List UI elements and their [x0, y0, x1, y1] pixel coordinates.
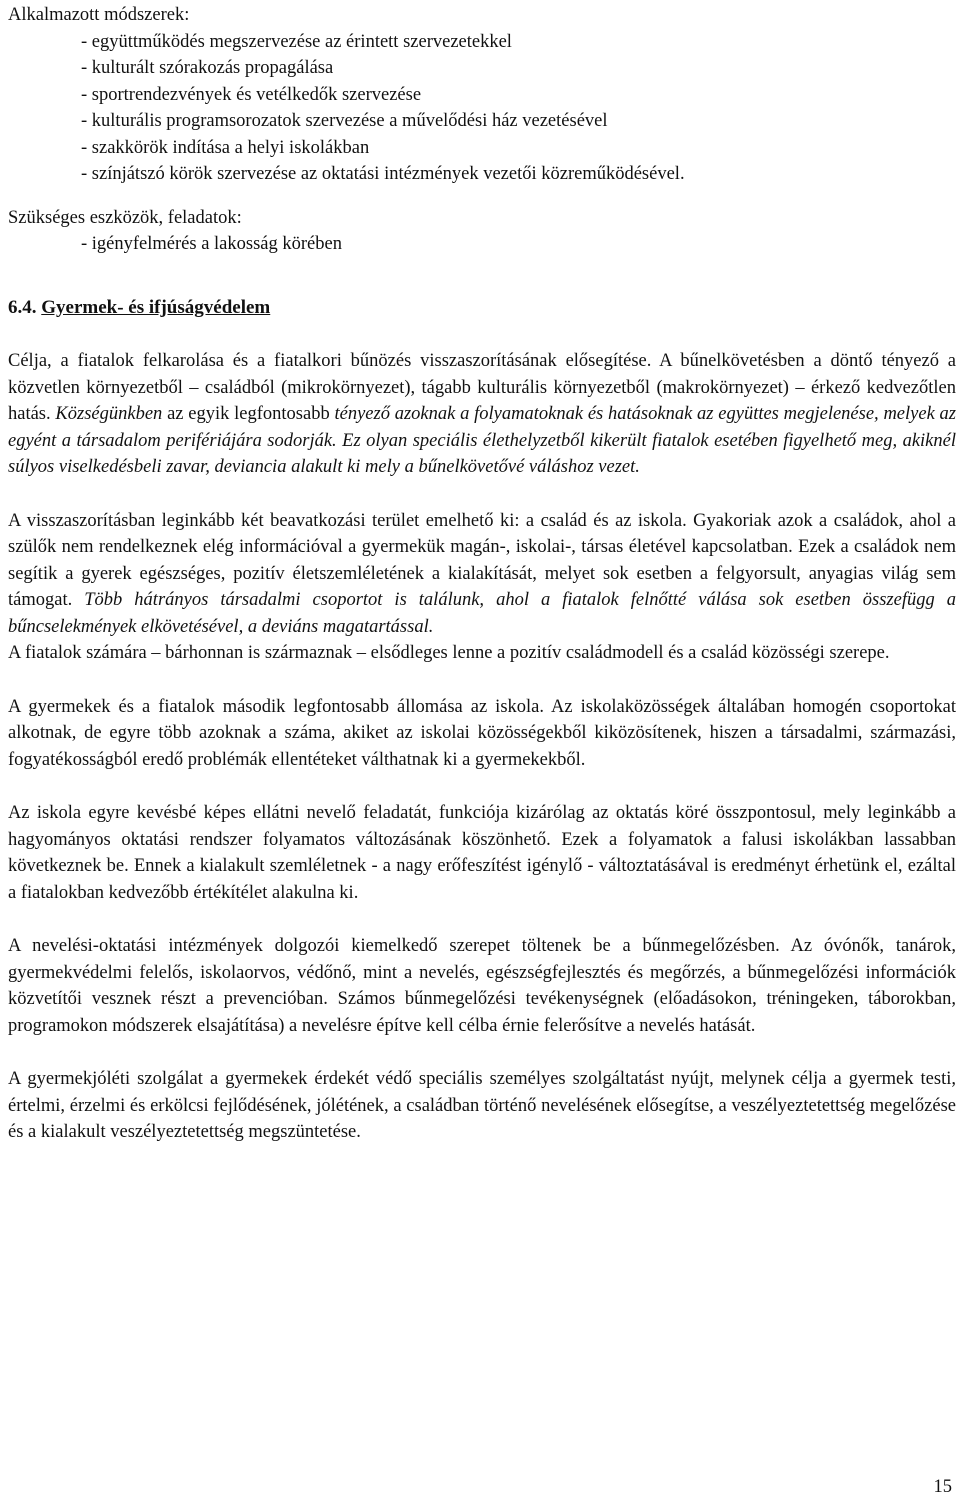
section-title: Gyermek- és ifjúságvédelem	[41, 296, 271, 318]
paragraph-text-italic: Ez olyan speciális élethelyzetből kikerült fiatalok esetében figyelhető meg, akiknél súlyos viselkedésbeli zavar, deviancia alakult ki mely a bűnelkövetővé váláshoz vezet.	[8, 430, 956, 477]
paragraph-text: A visszaszorításban leginkább két beavatkozási terület emelhető ki: a család és az iskola. Gyakoriak azok a családok, ahol a szülők nem rendelkeznek elég információval a gyermekük magán-, iskolai-, társas életével kapcsolatban. Ezek a családok nem segítik a gyerek egészséges, pozitív életszemléletének a kialakítását, melyet sok esetben a felgyorsult, anyagias világ sem támogat.	[8, 510, 956, 610]
paragraph-text-italic: tényező azoknak a folyamatoknak és hatásoknak az együttes megjelenése, melyek az egyént a társadalom perifériájára sodorják.	[8, 404, 957, 451]
list-item: - igényfelmérés a lakosság körében	[81, 234, 342, 254]
methods-list	[8, 29, 956, 188]
paragraph-5: Az iskola egyre kevésbé képes ellátni nevelő feladatát, funkciója kizárólag az oktatás köré összpontosul, mely leginkább a hagyományos oktatási rendszer folyamatos változásának köszönhető. Ezek a folyamatok a falusi iskolákban lassabban következnek be. Ennek a kialakult szemléletnek - a nagy erőfeszítést igénylő - változtatásával is eredményt érhetünk el, ezáltal a fiatalokban kedvezőbb értékítélet alakulna ki.	[8, 803, 956, 903]
section-heading	[8, 295, 956, 322]
document-page	[8, 0, 956, 1146]
paragraph-1	[8, 348, 956, 481]
paragraph-6: A nevelési-oktatási intézmények dolgozói kiemelkedő szerepet töltenek be a bűnmegelőzésben. Az óvónők, tanárok, gyermekvédelmi felelős, iskolaorvos, védőnő, mint a nevelés, egészségfejlesztés és megőrzés, a bűnmegelőzési információk közvetítői vesznek részt a prevencióban. Számos bűnmegelőzési tevékenységnek (előadásokon, tréningeken, táborokban, programokon módszerek elsajátítása) a nevelésre építve kell célba érnie felerősítve a nevelés hatását.	[8, 936, 956, 1036]
tools-list	[8, 231, 956, 258]
tools-heading: Szükséges eszközök, feladatok:	[8, 207, 242, 228]
list-item: - színjátszó körök szervezése az oktatási intézmények vezetői közreműködésével.	[81, 164, 685, 184]
methods-heading: Alkalmazott módszerek:	[8, 5, 190, 25]
paragraph-2	[8, 508, 956, 641]
paragraph-text: az egyik legfontosabb	[162, 404, 335, 424]
paragraph-text-italic: Több hátrányos társadalmi csoportot is találunk, ahol a fiatalok felnőtté válása sok esetben összefügg a bűncselekmények elkövetésével, a deviáns magatartással.	[8, 590, 957, 637]
page-number: 15	[933, 1477, 952, 1497]
paragraph-text-italic: Községünkben	[55, 404, 163, 424]
paragraph-3: A fiatalok számára – bárhonnan is származnak – elsődleges lenne a pozitív családmodell és a család közösségi szerepe.	[8, 643, 890, 663]
list-item: - szakkörök indítása a helyi iskolákban	[81, 137, 370, 158]
paragraph-4: A gyermekek és a fiatalok második legfontosabb állomása az iskola. Az iskolaközösségek általában homogén csoportokat alkotnak, de egyre több azoknak a száma, akiket az iskolai közösségekből kiközösítenek, hiszen a társadalmi, származási, fogyatékosságból eredő problémák ellentéteket válthatnak ki a gyermekekből.	[8, 696, 956, 770]
paragraph-7: A gyermekjóléti szolgálat a gyermekek érdekét védő speciális személyes szolgáltatást nyújt, melynek célja a gyermek testi, értelmi, érzelmi és erkölcsi fejlődésének, jólétének, a családban történő nevelésének elősegítse, a veszélyeztetettség megelőzése és a kialakult veszélyeztetettség megszüntetése.	[8, 1069, 956, 1142]
list-item: - együttműködés megszervezése az érintett szervezetekkel	[81, 31, 512, 52]
list-item: - kulturált szórakozás propagálása	[81, 58, 334, 78]
list-item: - sportrendezvények és vetélkedők szervezése	[81, 84, 422, 105]
section-number: 6.4.	[8, 296, 37, 318]
paragraph-text: Célja, a fiatalok felkarolása és a fiatalkori bűnözés visszaszorításának elősegítése. A bűnelkövetésben a döntő tényező a közvetlen környezetből – családból (mikrokörnyezet), tágabb kulturális környezetből (makrokörnyezet) – érkező kedvezőtlen hatás.	[8, 351, 956, 424]
list-item: - kulturális programsorozatok szervezése a művelődési ház vezetésével	[81, 111, 608, 131]
